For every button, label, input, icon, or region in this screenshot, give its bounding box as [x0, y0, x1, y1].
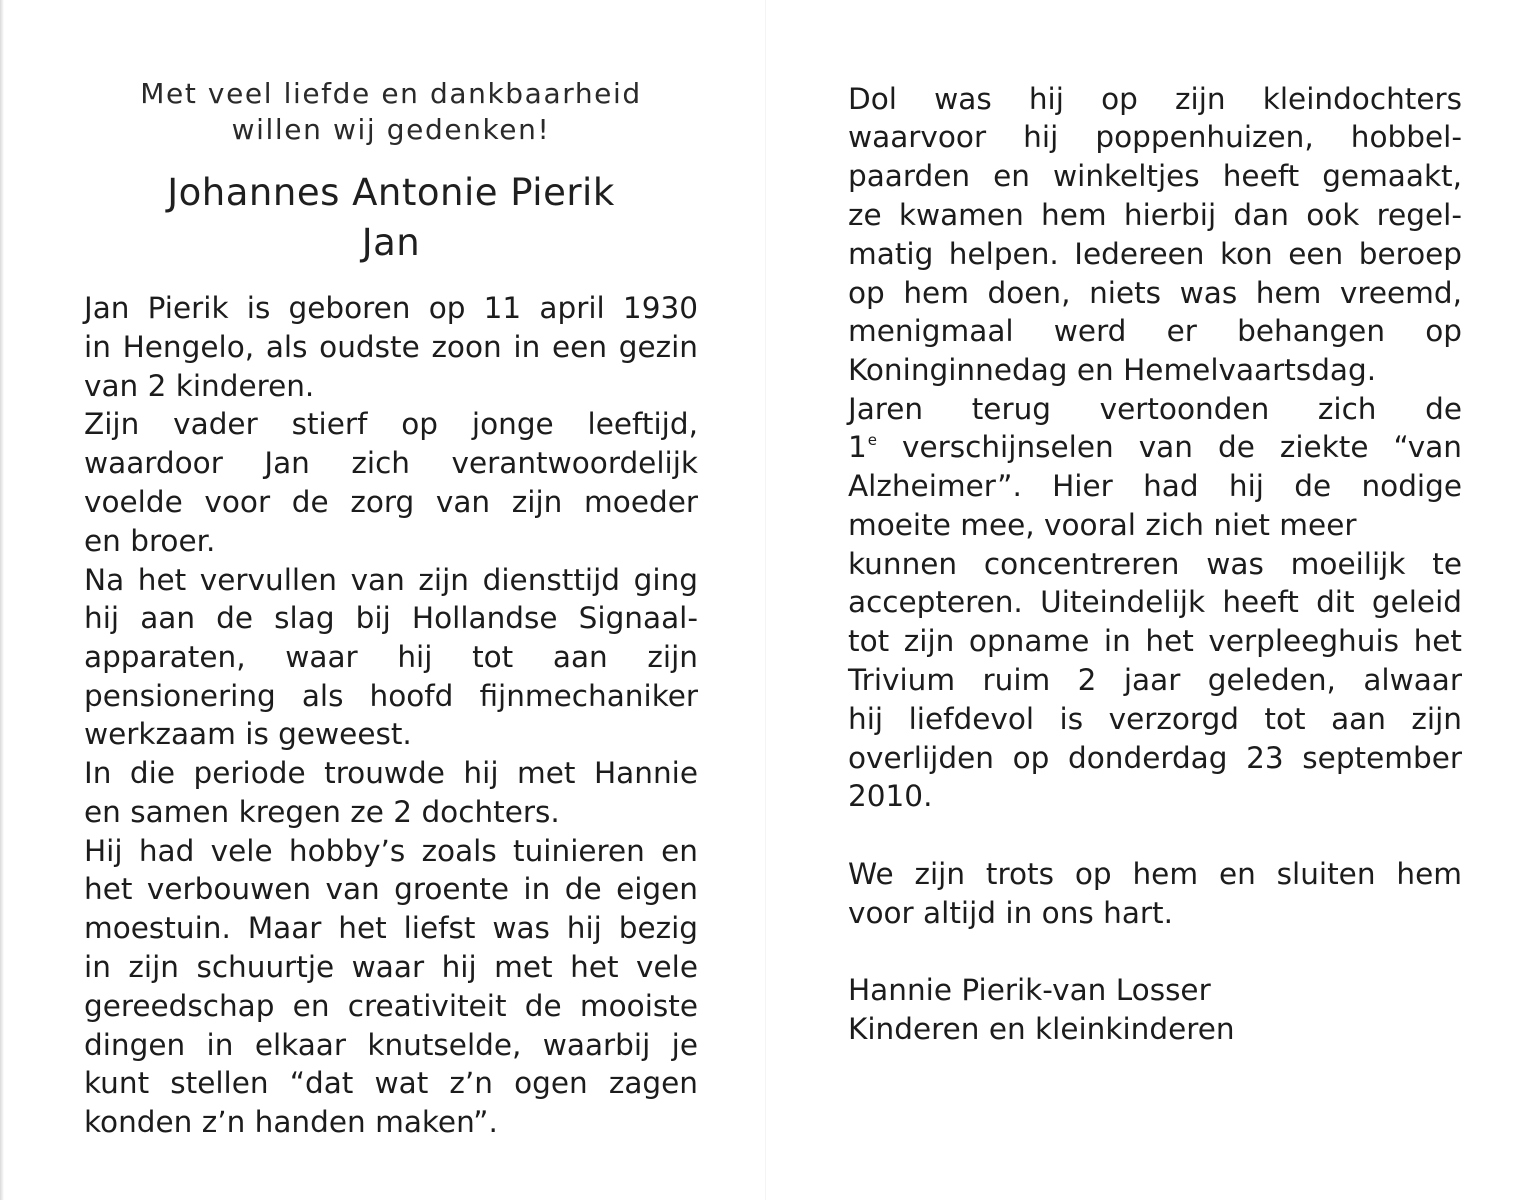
- right-line: accepteren. Uiteindelijk heeft dit geleid: [848, 585, 1462, 619]
- left-line: en samen kregen ze 2 dochters.: [84, 795, 560, 829]
- left-line: Jan Pierik is geboren op 11 april 1930: [84, 291, 698, 325]
- intro-line-1: Met veel liefde en dankbaarheid: [140, 77, 642, 110]
- closing-line-1: We zijn trots op hem en sluiten hem: [848, 857, 1462, 891]
- intro-text: [84, 76, 698, 148]
- left-line: hij aan de slag bij Hollandse Signaal-: [84, 601, 698, 635]
- left-line: van 2 kinderen.: [84, 369, 315, 403]
- right-line: overlijden op donderdag 23 september: [848, 741, 1462, 775]
- right-line: waarvoor hij poppenhuizen, hobbel-: [848, 120, 1462, 154]
- right-line: tot zijn opname in het verpleeghuis het: [848, 624, 1462, 658]
- left-line: en broer.: [84, 524, 216, 558]
- full-name: Johannes Antonie Pierik: [167, 171, 615, 214]
- left-line: voelde voor de zorg van zijn moeder: [84, 485, 698, 519]
- left-line: gereedschap en creativiteit de mooiste: [84, 989, 698, 1023]
- ordinal-suffix: e: [867, 431, 878, 449]
- left-line: waardoor Jan zich verantwoordelijk: [84, 446, 698, 480]
- left-line: Zijn vader stierf op jonge leeftijd,: [84, 407, 698, 441]
- fold-line: [765, 0, 766, 1200]
- right-line: Dol was hij op zijn kleindochters: [848, 82, 1462, 116]
- ordinal-number: 1: [848, 430, 867, 464]
- signature-line-2: Kinderen en kleinkinderen: [848, 1012, 1235, 1046]
- left-line: dingen in elkaar knutselde, waarbij je: [84, 1028, 698, 1062]
- intro-line-2: willen wij gedenken!: [231, 113, 551, 146]
- left-line: werkzaam is geweest.: [84, 717, 412, 751]
- right-line-ordinal: [848, 428, 1462, 467]
- closing-line-2: voor altijd in ons hart.: [848, 896, 1174, 930]
- right-line: Alzheimer”. Hier had hij de nodige: [848, 469, 1462, 503]
- left-line: kunt stellen “dat wat z’n ogen zagen: [84, 1066, 698, 1100]
- nickname: Jan: [361, 221, 421, 264]
- right-line: paarden en winkeltjes heeft gemaakt,: [848, 159, 1462, 193]
- right-line: 2010.: [848, 779, 933, 813]
- right-line: menigmaal werd er behangen op: [848, 314, 1462, 348]
- left-line: het verbouwen van groente in de eigen: [84, 872, 698, 906]
- left-line: Hij had vele hobby’s zoals tuinieren en: [84, 834, 698, 868]
- left-line: Na het vervullen van zijn diensttijd ging: [84, 563, 698, 597]
- signature-line-1: Hannie Pierik-van Losser: [848, 973, 1211, 1007]
- deceased-name: [84, 168, 698, 268]
- scan-edge: [0, 0, 4, 1200]
- left-line: In die periode trouwde hij met Hannie: [84, 756, 698, 790]
- left-line: in Hengelo, als oudste zoon in een gezin: [84, 330, 698, 364]
- right-line: Trivium ruim 2 jaar geleden, alwaar: [848, 663, 1462, 697]
- left-line: apparaten, waar hij tot aan zijn: [84, 640, 698, 674]
- left-line: konden z’n handen maken”.: [84, 1105, 498, 1139]
- right-line: hij liefdevol is verzorgd tot aan zijn: [848, 702, 1462, 736]
- right-line: op hem doen, niets was hem vreemd,: [848, 276, 1462, 310]
- right-line: kunnen concentreren was moeilijk te: [848, 547, 1462, 581]
- right-line: ze kwamen hem hierbij dan ook regel-: [848, 198, 1462, 232]
- right-line: moeite mee, vooral zich niet meer: [848, 508, 1357, 542]
- right-line: Koninginnedag en Hemelvaartsdag.: [848, 353, 1377, 387]
- left-line: moestuin. Maar het liefst was hij bezig: [84, 911, 698, 945]
- right-line: matig helpen. Iedereen kon een beroep: [848, 237, 1462, 271]
- left-line: pensionering als hoofd fijnmechaniker: [84, 679, 698, 713]
- left-line: in zijn schuurtje waar hij met het vele: [84, 950, 698, 984]
- ordinal-rest: verschijnselen van de ziekte “van: [877, 430, 1462, 464]
- right-line: Jaren terug vertoonden zich de: [848, 392, 1462, 426]
